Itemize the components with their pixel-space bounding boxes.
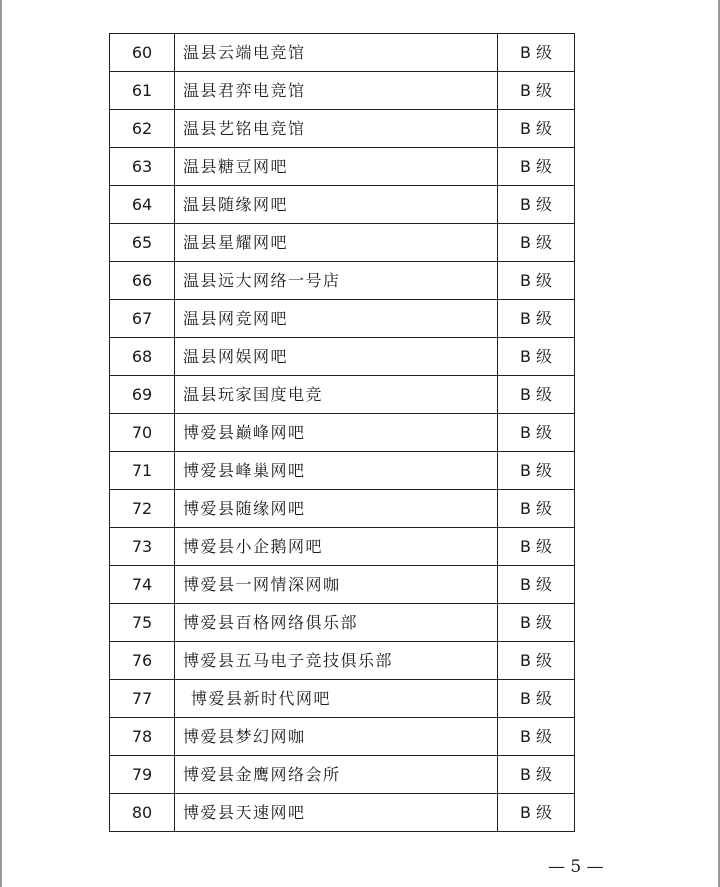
venue-grade: B 级	[498, 604, 575, 642]
venue-name: 博爱县金鹰网络会所	[175, 756, 498, 794]
venue-grade: B 级	[498, 756, 575, 794]
row-number: 68	[110, 338, 175, 376]
venue-name: 温县云端电竞馆	[175, 34, 498, 72]
table-row	[110, 34, 575, 72]
venue-grade: B 级	[498, 680, 575, 718]
venue-name: 博爱县一网情深网咖	[175, 566, 498, 604]
venue-grade: B 级	[498, 338, 575, 376]
table-row	[110, 148, 575, 186]
venue-name: 温县网竞网吧	[175, 300, 498, 338]
venue-grade-table	[109, 33, 575, 832]
row-number: 66	[110, 262, 175, 300]
table-row	[110, 262, 575, 300]
venue-grade: B 级	[498, 490, 575, 528]
table-row	[110, 338, 575, 376]
venue-grade: B 级	[498, 300, 575, 338]
venue-grade: B 级	[498, 110, 575, 148]
row-number: 61	[110, 72, 175, 110]
venue-grade: B 级	[498, 414, 575, 452]
venue-grade: B 级	[498, 718, 575, 756]
venue-grade: B 级	[498, 72, 575, 110]
venue-grade: B 级	[498, 642, 575, 680]
row-number: 63	[110, 148, 175, 186]
row-number: 67	[110, 300, 175, 338]
venue-name: 博爱县随缘网吧	[175, 490, 498, 528]
venue-grade: B 级	[498, 186, 575, 224]
venue-grade: B 级	[498, 34, 575, 72]
page-number: — 5 —	[548, 857, 604, 877]
venue-name: 博爱县天速网吧	[175, 794, 498, 832]
table-row	[110, 604, 575, 642]
venue-name: 温县随缘网吧	[175, 186, 498, 224]
row-number: 64	[110, 186, 175, 224]
venue-grade: B 级	[498, 452, 575, 490]
row-number: 60	[110, 34, 175, 72]
table-row	[110, 186, 575, 224]
table-row	[110, 300, 575, 338]
table-row	[110, 566, 575, 604]
venue-name: 温县网娱网吧	[175, 338, 498, 376]
row-number: 72	[110, 490, 175, 528]
table-row	[110, 680, 575, 718]
venue-name: 博爱县新时代网吧	[175, 680, 498, 718]
row-number: 79	[110, 756, 175, 794]
venue-name: 博爱县五马电子竞技俱乐部	[175, 642, 498, 680]
venue-name: 博爱县巅峰网吧	[175, 414, 498, 452]
venue-name: 温县糖豆网吧	[175, 148, 498, 186]
row-number: 75	[110, 604, 175, 642]
table-row	[110, 718, 575, 756]
venue-name: 博爱县峰巢网吧	[175, 452, 498, 490]
row-number: 70	[110, 414, 175, 452]
table-row	[110, 642, 575, 680]
venue-name: 温县君弈电竞馆	[175, 72, 498, 110]
page-border-left	[0, 0, 2, 887]
venue-grade: B 级	[498, 262, 575, 300]
row-number: 76	[110, 642, 175, 680]
venue-grade: B 级	[498, 794, 575, 832]
row-number: 80	[110, 794, 175, 832]
venue-name: 温县星耀网吧	[175, 224, 498, 262]
venue-name: 温县艺铭电竞馆	[175, 110, 498, 148]
venue-grade: B 级	[498, 148, 575, 186]
table-row	[110, 452, 575, 490]
row-number: 73	[110, 528, 175, 566]
table-row	[110, 72, 575, 110]
row-number: 71	[110, 452, 175, 490]
table-row	[110, 756, 575, 794]
table-row	[110, 110, 575, 148]
row-number: 69	[110, 376, 175, 414]
venue-name: 温县远大网络一号店	[175, 262, 498, 300]
venue-name: 博爱县小企鹅网吧	[175, 528, 498, 566]
venue-grade: B 级	[498, 224, 575, 262]
venue-grade: B 级	[498, 528, 575, 566]
table-row	[110, 224, 575, 262]
table-row	[110, 490, 575, 528]
venue-name: 博爱县百格网络俱乐部	[175, 604, 498, 642]
venue-name: 博爱县梦幻网咖	[175, 718, 498, 756]
row-number: 74	[110, 566, 175, 604]
row-number: 77	[110, 680, 175, 718]
venue-name: 温县玩家国度电竞	[175, 376, 498, 414]
row-number: 78	[110, 718, 175, 756]
table-row	[110, 528, 575, 566]
row-number: 65	[110, 224, 175, 262]
venue-grade: B 级	[498, 376, 575, 414]
table-row	[110, 414, 575, 452]
table-row	[110, 376, 575, 414]
table-row	[110, 794, 575, 832]
venue-grade: B 级	[498, 566, 575, 604]
table-body	[110, 34, 575, 832]
row-number: 62	[110, 110, 175, 148]
